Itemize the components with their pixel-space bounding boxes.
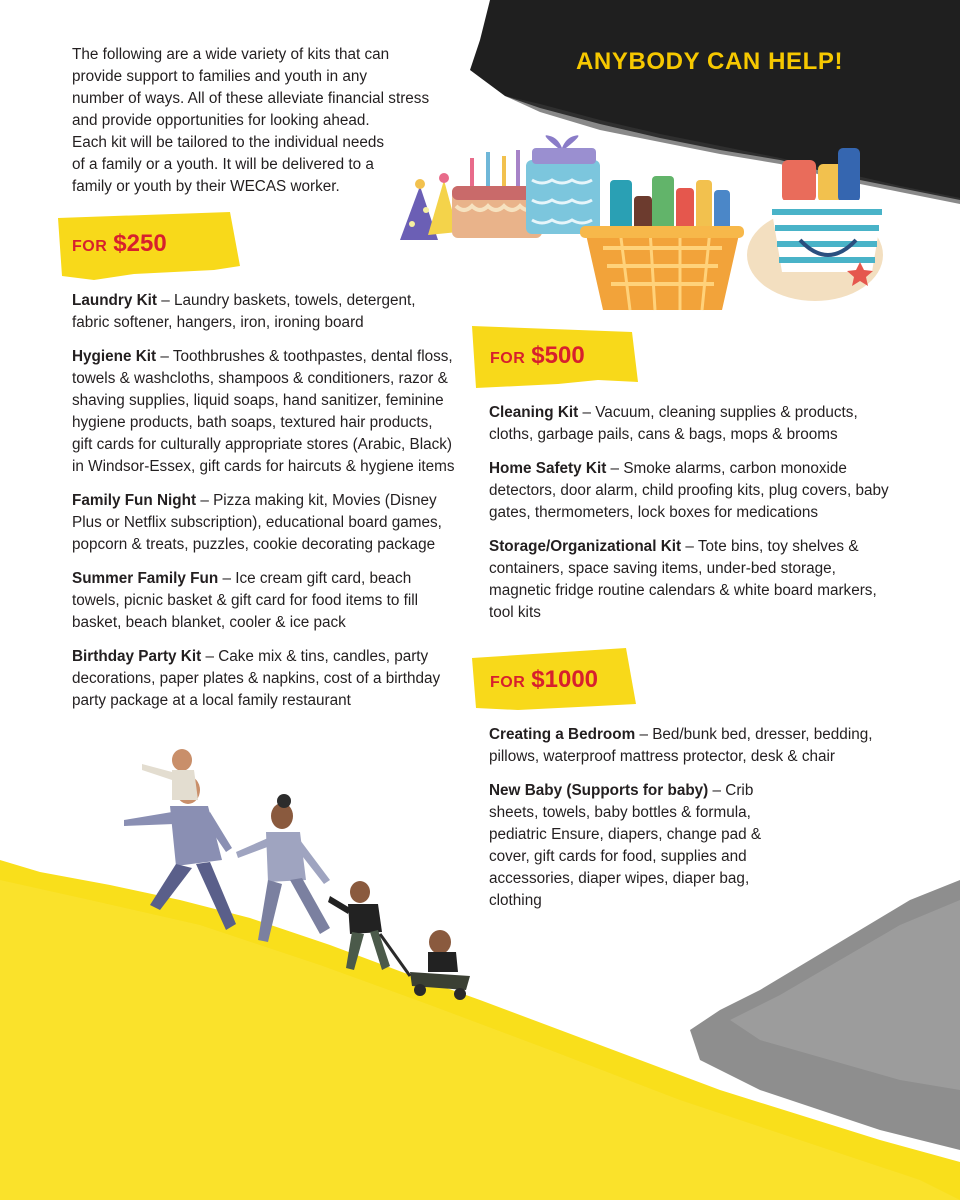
kit-description: – Ice cream gift card, beach towels, picnic basket & gift card for food items to fill basket, beach blanket, cooler & ice pack — [72, 570, 419, 631]
tier-heading — [490, 342, 585, 370]
kit-list-250 — [72, 290, 456, 724]
kit-name: Laundry Kit — [72, 292, 157, 309]
kit-item — [489, 724, 899, 768]
kit-name: Family Fun Night — [72, 492, 197, 509]
kit-item — [72, 568, 456, 634]
cleaning-basket-illustration — [580, 176, 744, 310]
kit-description: – Tote bins, toy shelves & containers, space saving items, under-bed storage, magnetic fridge routine calendars & white board markers, tool kits — [489, 538, 877, 621]
kit-name: Cleaning Kit — [489, 404, 579, 421]
kit-item — [489, 780, 769, 912]
kit-item — [489, 536, 899, 624]
kit-description: – Vacuum, cleaning supplies & products, cloths, garbage pails, cans & bags, mops & brooms — [489, 404, 858, 443]
kit-description: – Crib sheets, towels, baby bottles & formula, pediatric Ensure, diapers, change pad & cover, gift cards for food, supplies and accessories, diaper wipes, diaper bag, clothing — [489, 782, 762, 909]
banner-title: ANYBODY CAN HELP! — [576, 48, 844, 75]
tier-amount: $250 — [113, 230, 167, 257]
tier-heading — [490, 666, 598, 694]
kit-item — [489, 402, 899, 446]
tier-1000-tag — [468, 646, 640, 714]
kit-name: Hygiene Kit — [72, 348, 157, 365]
tier-prefix: FOR — [72, 238, 108, 255]
tier-heading — [72, 230, 167, 258]
kit-item — [72, 646, 456, 712]
kit-list-1000 — [489, 724, 899, 924]
kit-item — [72, 490, 456, 556]
kit-name: Storage/Organizational Kit — [489, 538, 682, 555]
kit-description: – Bed/bunk bed, dresser, bedding, pillows, waterproof mattress protector, desk & chair — [489, 726, 873, 765]
kit-name: Creating a Bedroom — [489, 726, 636, 743]
kit-item — [489, 458, 899, 524]
kit-description: – Toothbrushes & toothpastes, dental floss, towels & washcloths, shampoos & conditioners, razor & shaving supplies, liquid soaps, hand sanitizer, feminine hygiene products, bath soaps, textured hair products, gift cards for culturally appropriate stores (Arabic, Black) in Windsor-Essex, gift cards for haircuts & hygiene items — [72, 348, 455, 475]
tier-amount: $1000 — [531, 666, 599, 693]
kit-description: – Laundry baskets, towels, detergent, fabric softener, hangers, iron, ironing board — [72, 292, 416, 331]
kit-description: – Smoke alarms, carbon monoxide detectors, door alarm, child proofing kits, plug covers, baby gates, thermometers, lock boxes for medications — [489, 460, 889, 521]
kit-name: Birthday Party Kit — [72, 648, 202, 665]
kit-name: Home Safety Kit — [489, 460, 607, 477]
tier-250-tag — [54, 210, 244, 278]
kit-list-500 — [489, 402, 899, 636]
tier-prefix: FOR — [490, 674, 526, 691]
tier-amount: $500 — [531, 342, 585, 369]
kit-description: – Pizza making kit, Movies (Disney Plus or Netflix subscription), educational board games, popcorn & treats, puzzles, cookie decorating package — [72, 492, 442, 553]
tier-500-tag — [468, 322, 640, 390]
kit-name: New Baby (Supports for baby) — [489, 782, 709, 799]
intro-paragraph: The following are a wide variety of kits that can provide support to families and youth in any number of ways. All of these alleviate financial stress and provide opportunities for looking ahead. Each kit will be tailored to the individual needs of a family or a youth. It will be delivered to a family or youth by their WECAS worker. — [72, 46, 430, 195]
kit-item — [72, 346, 456, 478]
kit-description: – Cake mix & tins, candles, party decorations, paper plates & napkins, cost of a birthday party package at a local family restaurant — [72, 648, 441, 709]
gift-box-illustration — [526, 135, 600, 234]
tier-prefix: FOR — [490, 350, 526, 367]
kit-item — [72, 290, 456, 334]
kit-name: Summer Family Fun — [72, 570, 219, 587]
